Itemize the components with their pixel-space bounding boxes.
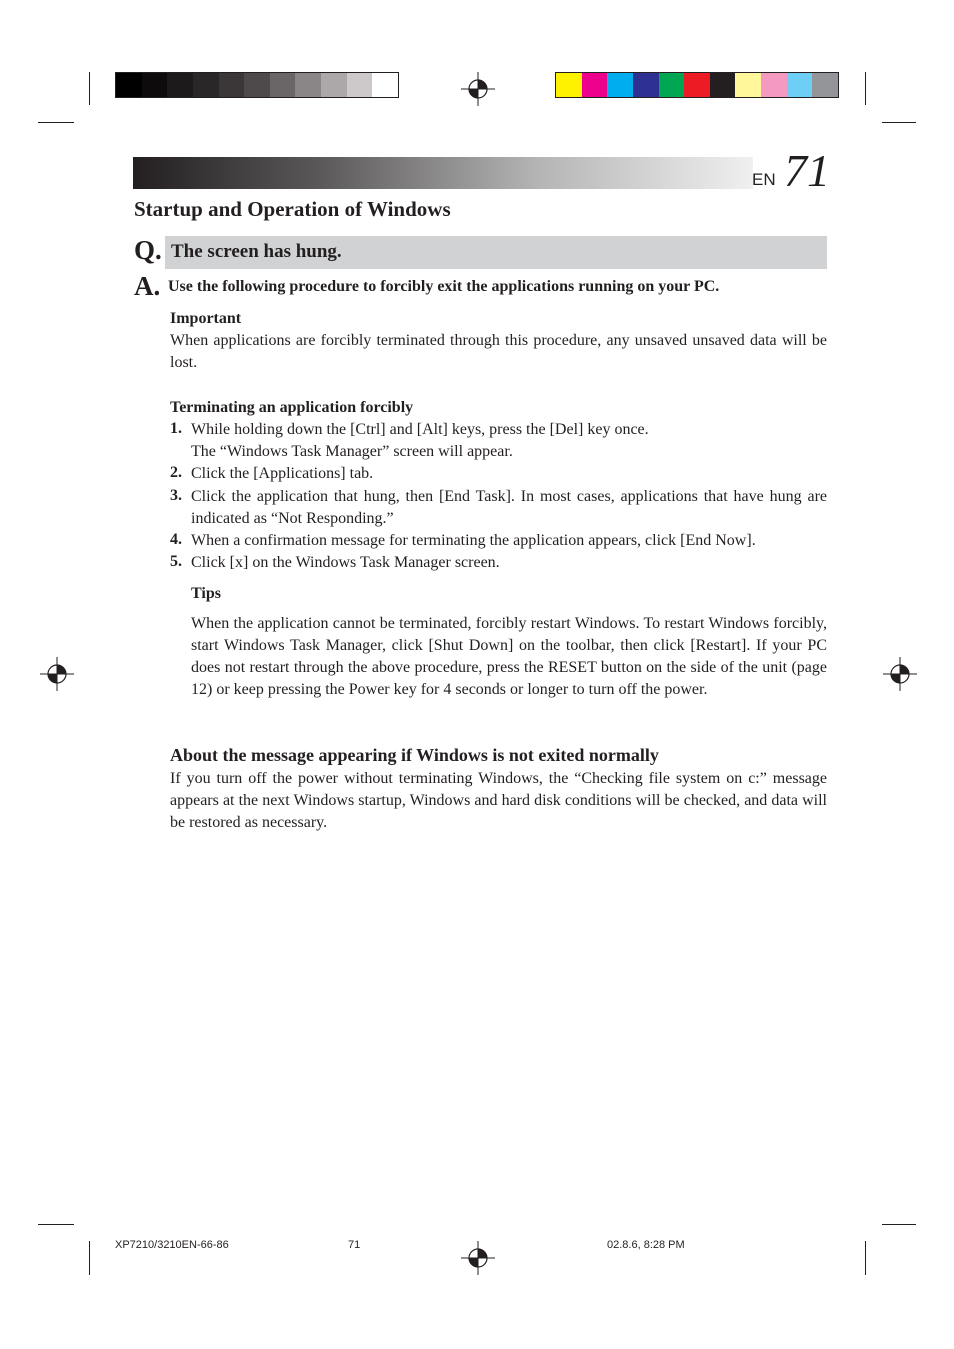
- answer-text: Use the following procedure to forcibly exit the applications running on your PC.: [168, 278, 720, 295]
- color-swatch: [167, 73, 193, 97]
- grayscale-color-bar: [115, 72, 399, 98]
- registration-mark-bottom-icon: [461, 1241, 495, 1275]
- important-heading: Important: [170, 310, 242, 327]
- tips-heading: Tips: [191, 585, 221, 602]
- footer-timestamp: 02.8.6, 8:28 PM: [607, 1239, 685, 1251]
- color-swatch: [761, 73, 787, 97]
- color-swatch: [116, 73, 142, 97]
- color-swatch: [219, 73, 245, 97]
- about-heading: About the message appearing if Windows is not exited normally: [170, 745, 659, 765]
- color-swatch: [193, 73, 219, 97]
- step-number: 4.: [170, 531, 182, 548]
- crop-mark-tr-vertical: [865, 72, 866, 105]
- step-number: 5.: [170, 553, 182, 570]
- language-label: EN: [752, 170, 776, 189]
- step-text: Click the application that hung, then [End Task]. In most cases, applications that have hung are indicated as “Not Responding.”: [191, 488, 827, 527]
- step-text: When a confirmation message for terminating the application appears, click [End Now].: [191, 532, 756, 549]
- color-swatch: [556, 73, 582, 97]
- color-swatch: [347, 73, 373, 97]
- page-number: 71: [784, 145, 830, 196]
- crop-mark-tl-horizontal: [38, 122, 74, 123]
- question-text: The screen has hung.: [171, 241, 342, 262]
- crop-mark-br-horizontal: [882, 1224, 916, 1225]
- registration-mark-top-icon: [461, 72, 495, 106]
- answer-letter: A.: [134, 271, 161, 301]
- tips-text: When the application cannot be terminated, forcibly restart Windows. To restart Windows forcibly, start Windows Task Manager, click [Shut Down] on the toolbar, then click [Restart]. If your PC does not restart through the above procedure, press the RESET button on the side of the unit (page 12) or keep pressing the Power key for 4 seconds or longer to turn off the power.: [191, 615, 827, 698]
- color-swatch: [633, 73, 659, 97]
- step-subtext: The “Windows Task Manager” screen will appear.: [191, 443, 513, 460]
- process-color-bar: [555, 72, 839, 98]
- color-swatch: [787, 73, 813, 97]
- footer-page: 71: [348, 1239, 361, 1251]
- color-swatch: [684, 73, 710, 97]
- color-swatch: [142, 73, 168, 97]
- registration-mark-right-icon: [883, 657, 917, 691]
- color-swatch: [321, 73, 347, 97]
- color-swatch: [735, 73, 761, 97]
- color-swatch: [659, 73, 685, 97]
- color-swatch: [244, 73, 270, 97]
- color-swatch: [607, 73, 633, 97]
- crop-mark-bl-vertical: [89, 1241, 90, 1275]
- step-text: Click [x] on the Windows Task Manager screen.: [191, 554, 500, 571]
- crop-mark-tr-horizontal: [882, 122, 916, 123]
- step-number: 1.: [170, 420, 182, 437]
- footer-file-id: XP7210/3210EN-66-86: [115, 1239, 229, 1251]
- crop-mark-tl-vertical: [89, 72, 90, 105]
- terminating-heading: Terminating an application forcibly: [170, 399, 414, 416]
- section-title: Startup and Operation of Windows: [134, 197, 451, 221]
- step-text: While holding down the [Ctrl] and [Alt] keys, press the [Del] key once.: [191, 421, 649, 438]
- color-swatch: [270, 73, 296, 97]
- step-number: 3.: [170, 487, 182, 504]
- color-swatch: [372, 73, 398, 97]
- crop-mark-br-vertical: [865, 1241, 866, 1275]
- question-letter: Q.: [134, 235, 162, 265]
- step-text: Click the [Applications] tab.: [191, 465, 374, 482]
- important-text: When applications are forcibly terminated through this procedure, any unsaved unsaved data will be lost.: [170, 332, 827, 371]
- color-swatch: [295, 73, 321, 97]
- step-number: 2.: [170, 464, 182, 481]
- color-swatch: [582, 73, 608, 97]
- registration-mark-left-icon: [40, 657, 74, 691]
- about-text: If you turn off the power without terminating Windows, the “Checking file system on c:” message appears at the next Windows startup, Windows and hard disk conditions will be checked, and data will be restored as necessary.: [170, 770, 827, 831]
- color-swatch: [710, 73, 736, 97]
- page-header-gradient-bar: [133, 157, 753, 189]
- crop-mark-bl-horizontal: [38, 1224, 74, 1225]
- color-swatch: [812, 73, 838, 97]
